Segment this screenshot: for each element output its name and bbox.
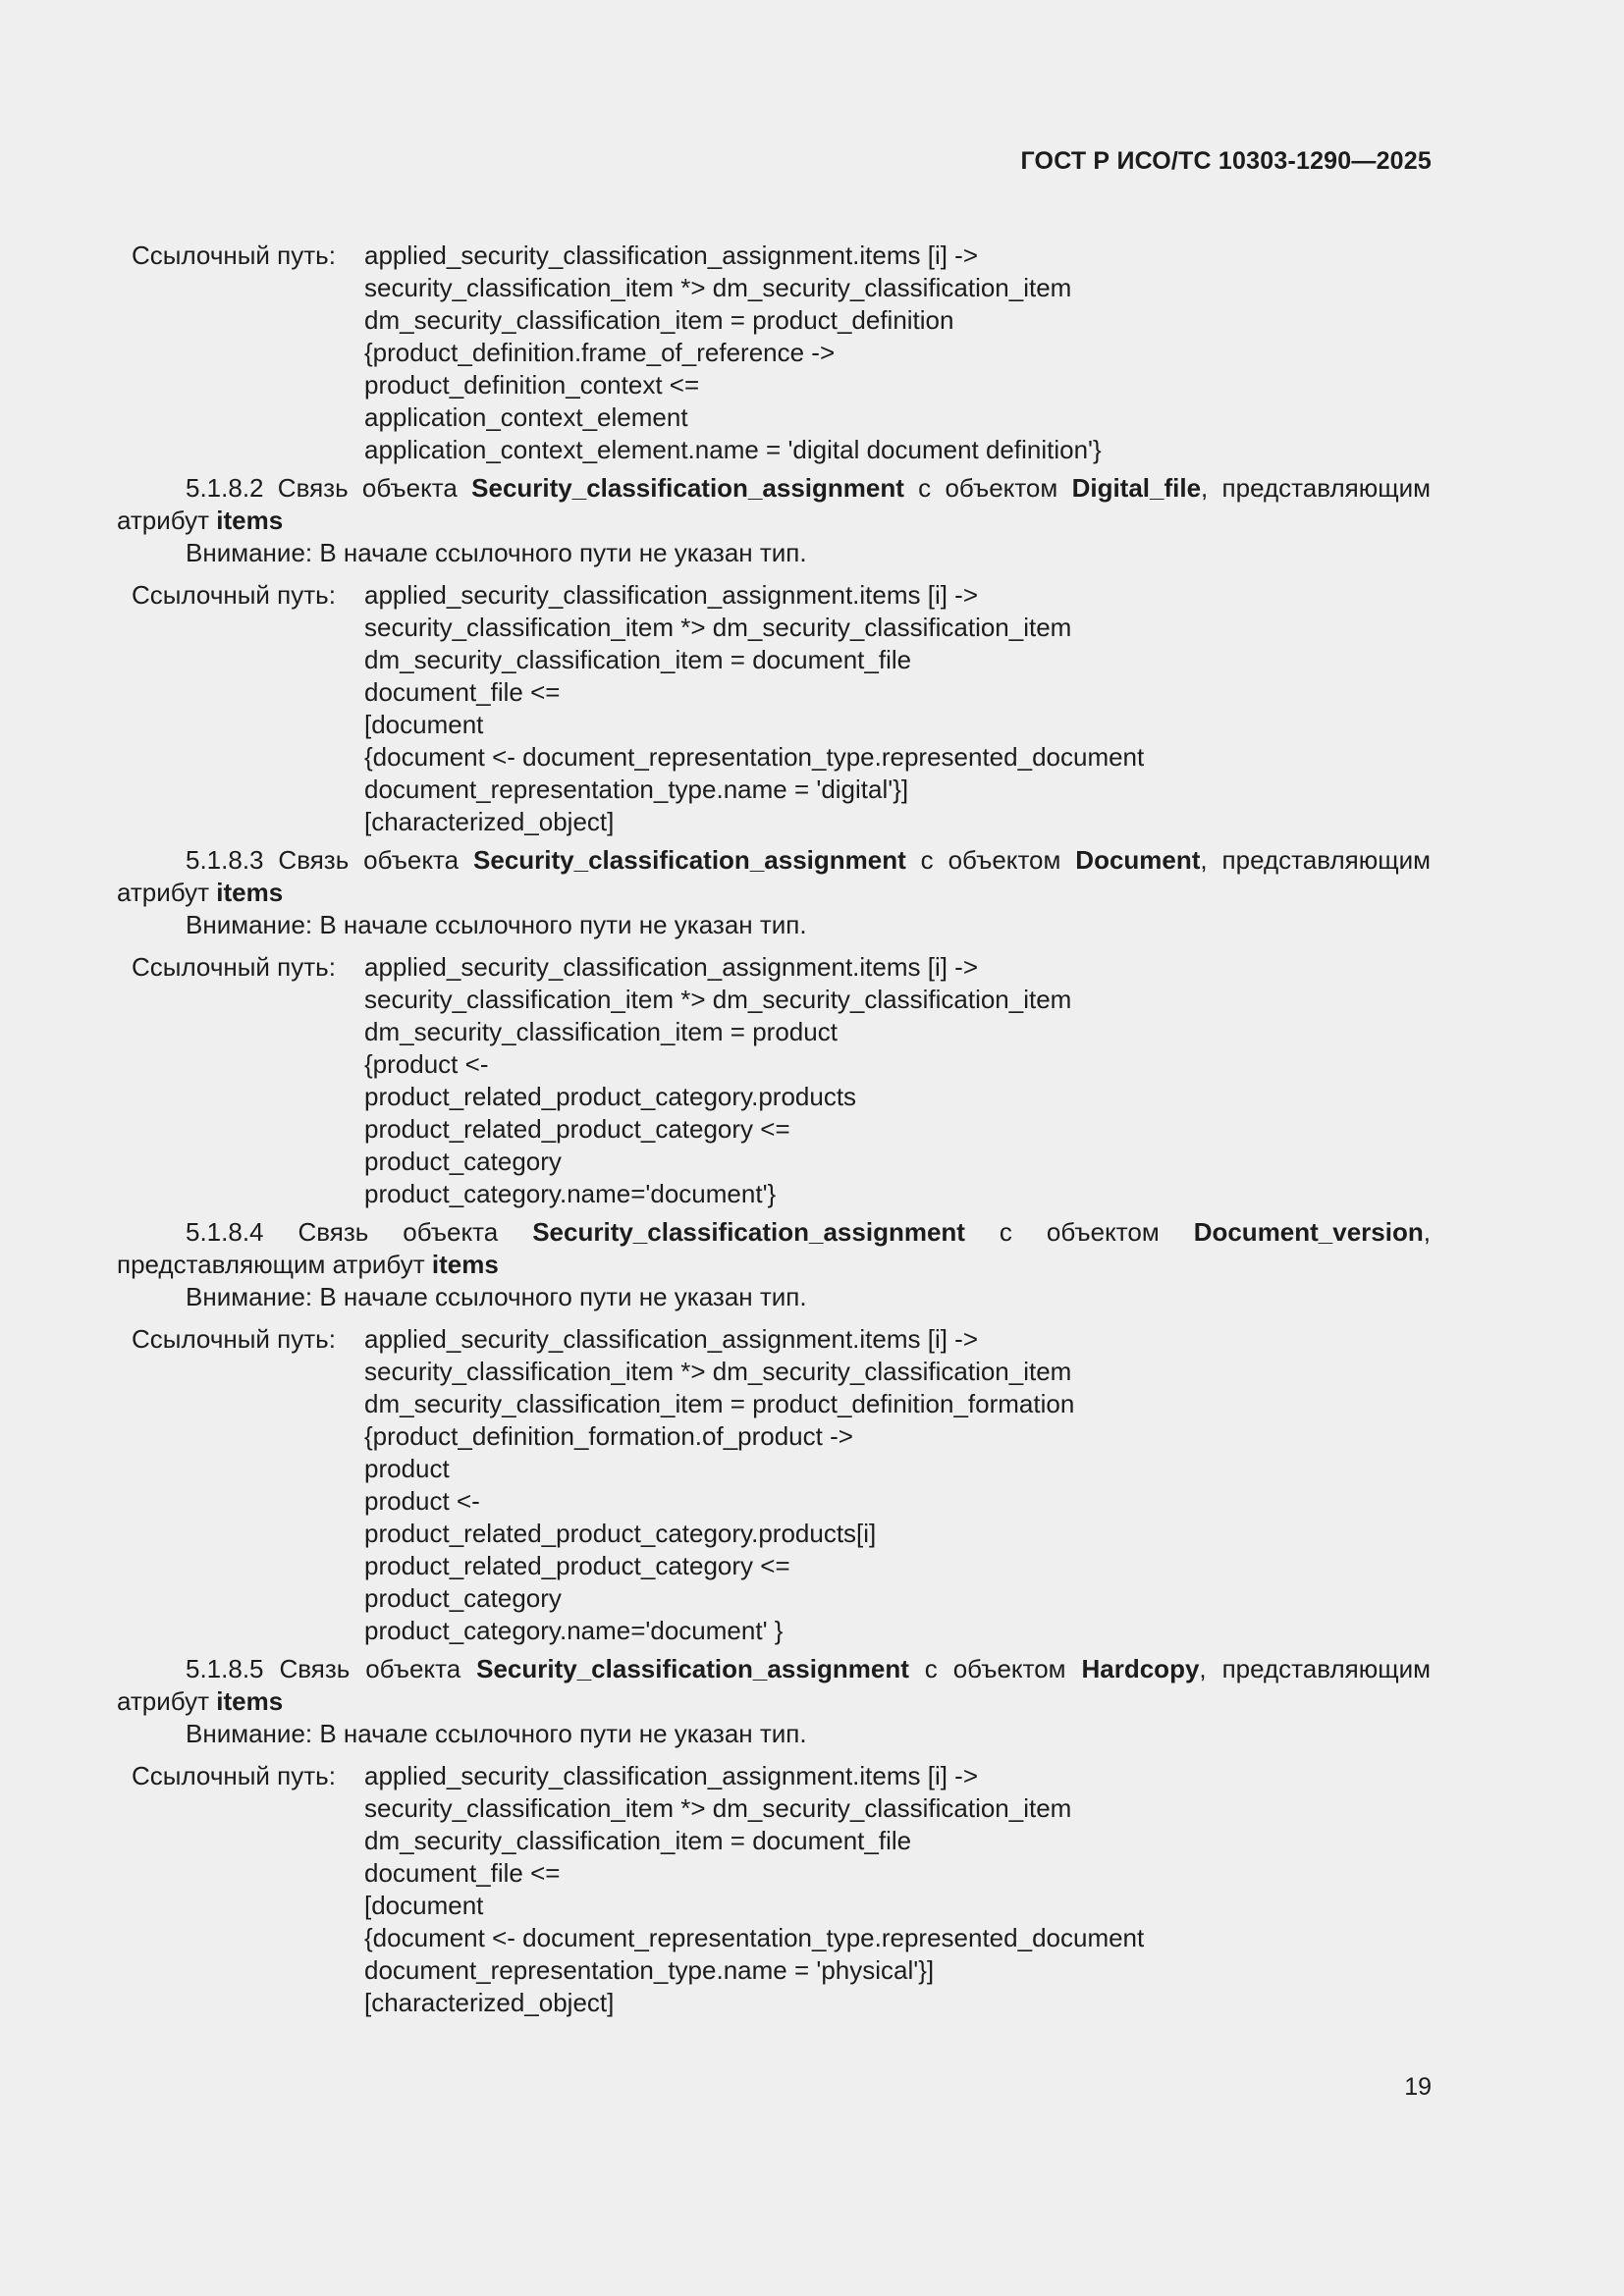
entity-name: Security_classification_assignment [471,473,904,503]
reference-path-label: Ссылочный путь: [132,952,336,982]
reference-path-line: document_file <= [364,677,561,707]
entity-name: Security_classification_assignment [476,1654,909,1683]
section-number: 5.1.8.5 Связь объекта [186,1654,477,1683]
reference-path-line: product_category.name='document'} [364,1179,777,1208]
reference-path-lines [364,951,1431,1210]
section-number: 5.1.8.4 Связь объекта [186,1217,533,1247]
reference-path-line: [characterized_object] [364,1988,615,2017]
reference-path-block [117,1323,1431,1647]
reference-path-line: dm_security_classification_item = product_definition_formation [364,1389,1075,1418]
attention-note: Внимание: В начале ссылочного пути не указан тип. [186,910,807,939]
reference-path-lines [364,579,1431,838]
reference-path-line: [characterized_object] [364,807,615,836]
page-number: 19 [1404,2073,1432,2101]
section-number: 5.1.8.3 Связь объекта [186,845,474,875]
reference-path-line: [document [364,1891,484,1920]
reference-path-line: {document <- document_representation_type.represented_document [364,742,1145,772]
reference-path-line: product_category [364,1147,562,1176]
reference-path-line: application_context_element.name = 'digital document definition'} [364,435,1102,464]
entity-name: Security_classification_assignment [473,845,906,875]
section-heading-5-1-8-5 [117,1653,1431,1718]
section-text: , представляющим атрибут [117,473,1431,535]
reference-path-line: {product_definition.frame_of_reference -> [364,338,836,367]
reference-path-line: application_context_element [364,402,688,432]
reference-path-line: security_classification_item *> dm_security_classification_item [364,273,1072,302]
reference-path-block [117,240,1431,466]
section-text: с объектом [908,1654,1082,1683]
reference-path-line: product_related_product_category.products [364,1082,857,1111]
reference-path-label: Ссылочный путь: [132,580,336,610]
reference-path-line: product_related_product_category <= [364,1551,790,1580]
section-heading-5-1-8-4 [117,1216,1431,1281]
reference-path-line: security_classification_item *> dm_security_classification_item [364,985,1072,1014]
reference-path-block [117,579,1431,838]
reference-path-lines [364,1323,1431,1647]
section-text: с объектом [903,473,1072,503]
reference-path-line: applied_security_classification_assignment.items [i] -> [364,240,979,270]
section-heading-5-1-8-3 [117,844,1431,909]
reference-path-lines [364,1760,1431,2019]
section-number: 5.1.8.2 Связь объекта [186,473,472,503]
target-entity-name: Document_version [1193,1217,1424,1247]
reference-path-line: dm_security_classification_item = product [364,1017,838,1046]
section-text: с объектом [905,845,1076,875]
reference-path-line: [document [364,710,484,739]
section-text: , представляющим атрибут [117,845,1431,907]
attention-note: Внимание: В начале ссылочного пути не указан тип. [186,1282,807,1311]
reference-path-line: product_category.name='document' } [364,1616,784,1645]
reference-path-line: applied_security_classification_assignment.items [i] -> [364,1324,979,1354]
reference-path-label: Ссылочный путь: [132,1324,336,1354]
reference-path-line: {product_definition_formation.of_product -> [364,1421,853,1451]
reference-path-line: dm_security_classification_item = document_file [364,1826,912,1855]
reference-path-line: product_related_product_category.products[i] [364,1519,877,1548]
attribute-name: items [431,1250,499,1279]
reference-path-block [117,951,1431,1210]
reference-path-line: applied_security_classification_assignment.items [i] -> [364,580,979,610]
reference-path-line: document_representation_type.name = 'physical'}] [364,1955,935,1985]
document-header: ГОСТ Р ИСО/ТС 10303-1290—2025 [1020,147,1432,175]
reference-path-line: document_representation_type.name = 'digital'}] [364,774,909,804]
reference-path-line: dm_security_classification_item = document_file [364,645,912,674]
target-entity-name: Hardcopy [1081,1654,1200,1683]
attribute-name: items [216,878,284,907]
document-body [117,240,1431,2025]
reference-path-line: security_classification_item *> dm_security_classification_item [364,613,1072,642]
attribute-name: items [216,1686,284,1716]
reference-path-block [117,1760,1431,2019]
reference-path-line: document_file <= [364,1858,561,1888]
reference-path-label: Ссылочный путь: [132,1761,336,1790]
reference-path-line: product_related_product_category <= [364,1114,790,1144]
target-entity-name: Digital_file [1071,473,1202,503]
attribute-name: items [216,506,284,535]
reference-path-line: {document <- document_representation_type.represented_document [364,1923,1145,1952]
reference-path-line: {product <- [364,1049,489,1079]
reference-path-line: dm_security_classification_item = product_definition [364,305,954,335]
attention-note: Внимание: В начале ссылочного пути не указан тип. [186,1719,807,1748]
section-heading-5-1-8-2 [117,472,1431,537]
reference-path-line: product_definition_context <= [364,370,700,400]
reference-path-line: security_classification_item *> dm_security_classification_item [364,1793,1072,1823]
reference-path-line: applied_security_classification_assignment.items [i] -> [364,952,979,982]
attention-note: Внимание: В начале ссылочного пути не указан тип. [186,538,807,567]
section-text: с объектом [964,1217,1194,1247]
target-entity-name: Document [1075,845,1201,875]
section-text: , представляющим атрибут [117,1217,1431,1279]
reference-path-line: security_classification_item *> dm_security_classification_item [364,1357,1072,1386]
reference-path-line: product [364,1454,450,1483]
section-text: , представляющим атрибут [117,1654,1431,1716]
reference-path-lines [364,240,1431,466]
entity-name: Security_classification_assignment [532,1217,965,1247]
reference-path-line: applied_security_classification_assignment.items [i] -> [364,1761,979,1790]
reference-path-line: product <- [364,1486,480,1516]
reference-path-line: product_category [364,1583,562,1613]
reference-path-label: Ссылочный путь: [132,240,336,270]
